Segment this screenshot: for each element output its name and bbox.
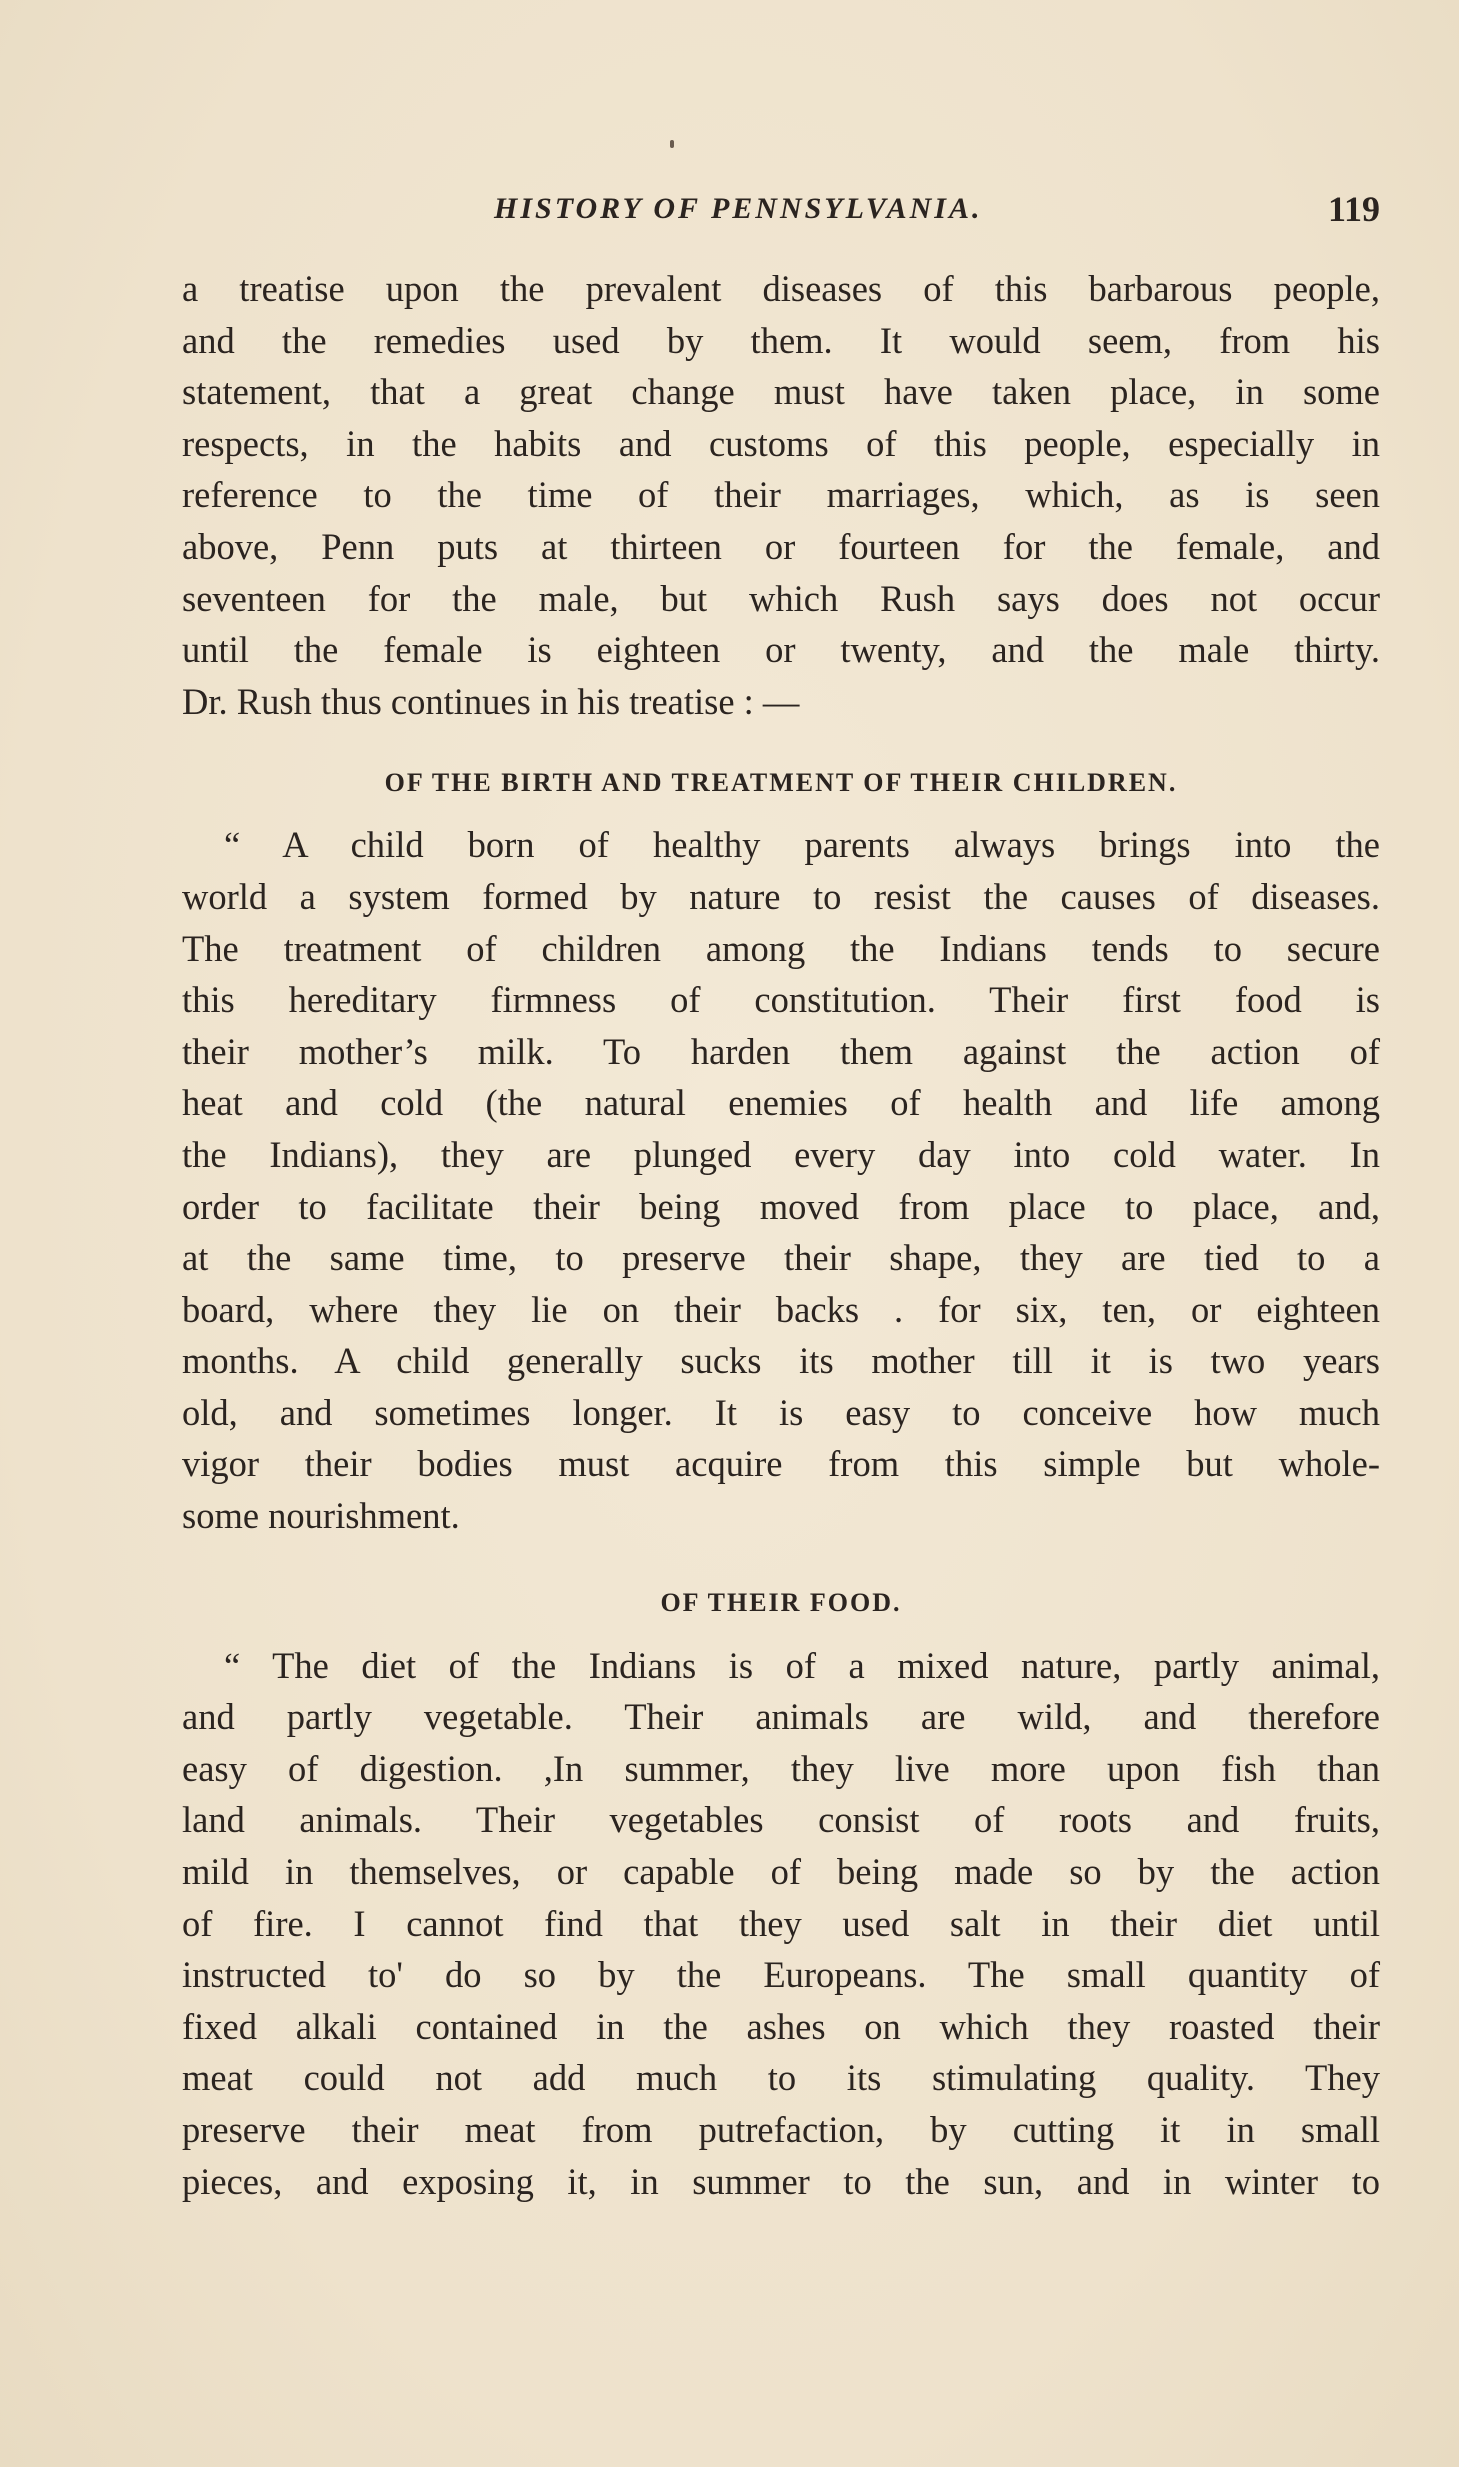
text-line: statement, that a great change must have taken place, in some: [182, 371, 1380, 413]
paragraph-food: [182, 1640, 1380, 2208]
text-line: meat could not add much to its stimulating quality. They: [182, 2057, 1380, 2099]
text-line: and partly vegetable. Their animals are wild, and therefore: [182, 1696, 1380, 1738]
text-line: this hereditary firmness of constitution. Their first food is: [182, 979, 1380, 1021]
text-line: respects, in the habits and customs of this people, especially in: [182, 422, 1380, 464]
text-line: a treatise upon the prevalent diseases of this barbarous people,: [182, 268, 1380, 309]
text-line: world a system formed by nature to resist the causes of diseases.: [182, 875, 1380, 917]
text-line: the Indians), they are plunged every day into cold water. In: [182, 1133, 1380, 1175]
text-line: board, where they lie on their backs . for six, ten, or eighteen: [182, 1288, 1380, 1330]
text-line: above, Penn puts at thirteen or fourteen for the female, and: [182, 525, 1380, 567]
text-line: order to facilitate their being moved from place to place, and,: [182, 1185, 1380, 1227]
text-line: mild in themselves, or capable of being made so by the action: [182, 1851, 1380, 1893]
text-line: instructed to' do so by the Europeans. The small quantity of: [182, 1954, 1380, 1996]
running-title: HISTORY OF PENNSYLVANIA.: [494, 192, 983, 225]
text-line: easy of digestion. ,In summer, they live more upon fish than: [182, 1747, 1380, 1789]
text-line: heat and cold (the natural enemies of health and life among: [182, 1082, 1380, 1124]
running-head: [182, 188, 1380, 238]
text-line: until the female is eighteen or twenty, and the male thirty.: [182, 629, 1380, 671]
body-text: [182, 263, 1380, 2207]
text-line: seventeen for the male, but which Rush says does not occur: [182, 577, 1380, 619]
text-line: preserve their meat from putrefaction, by cutting it in small: [182, 2109, 1380, 2150]
text-line: “ The diet of the Indians is of a mixed nature, partly animal,: [224, 1644, 1380, 1686]
text-line: pieces, and exposing it, in summer to the sun, and in winter to: [182, 2160, 1380, 2202]
text-line: at the same time, to preserve their shape, they are tied to a: [182, 1237, 1380, 1279]
text-line: and the remedies used by them. It would seem, from his: [182, 319, 1380, 361]
text-line: Dr. Rush thus continues in his treatise : —: [182, 680, 800, 722]
section-heading-children: OF THE BIRTH AND TREATMENT OF THEIR CHILDREN.: [384, 768, 1178, 798]
text-line: land animals. Their vegetables consist of roots and fruits,: [182, 1799, 1380, 1841]
text-line: of fire. I cannot find that they used salt in their diet until: [182, 1902, 1380, 1944]
text-line: “ A child born of healthy parents always brings into the: [224, 824, 1380, 866]
text-line: vigor their bodies must acquire from this simple but whole-: [182, 1443, 1380, 1485]
text-line: old, and sometimes longer. It is easy to conceive how much: [182, 1391, 1380, 1433]
text-line: some nourishment.: [182, 1495, 460, 1537]
text-line: The treatment of children among the Indians tends to secure: [182, 927, 1380, 969]
paragraph-children: [182, 819, 1380, 1541]
text-line: their mother’s milk. To harden them against the action of: [182, 1030, 1380, 1072]
text-line: months. A child generally sucks its mother till it is two years: [182, 1340, 1380, 1382]
text-line: reference to the time of their marriages, which, as is seen: [182, 474, 1380, 516]
text-line: fixed alkali contained in the ashes on which they roasted their: [182, 2005, 1380, 2047]
section-heading-food: OF THEIR FOOD.: [660, 1587, 902, 1617]
paragraph-intro: [182, 263, 1380, 727]
page-number: 119: [1327, 189, 1380, 229]
ink-speck: [670, 140, 674, 148]
